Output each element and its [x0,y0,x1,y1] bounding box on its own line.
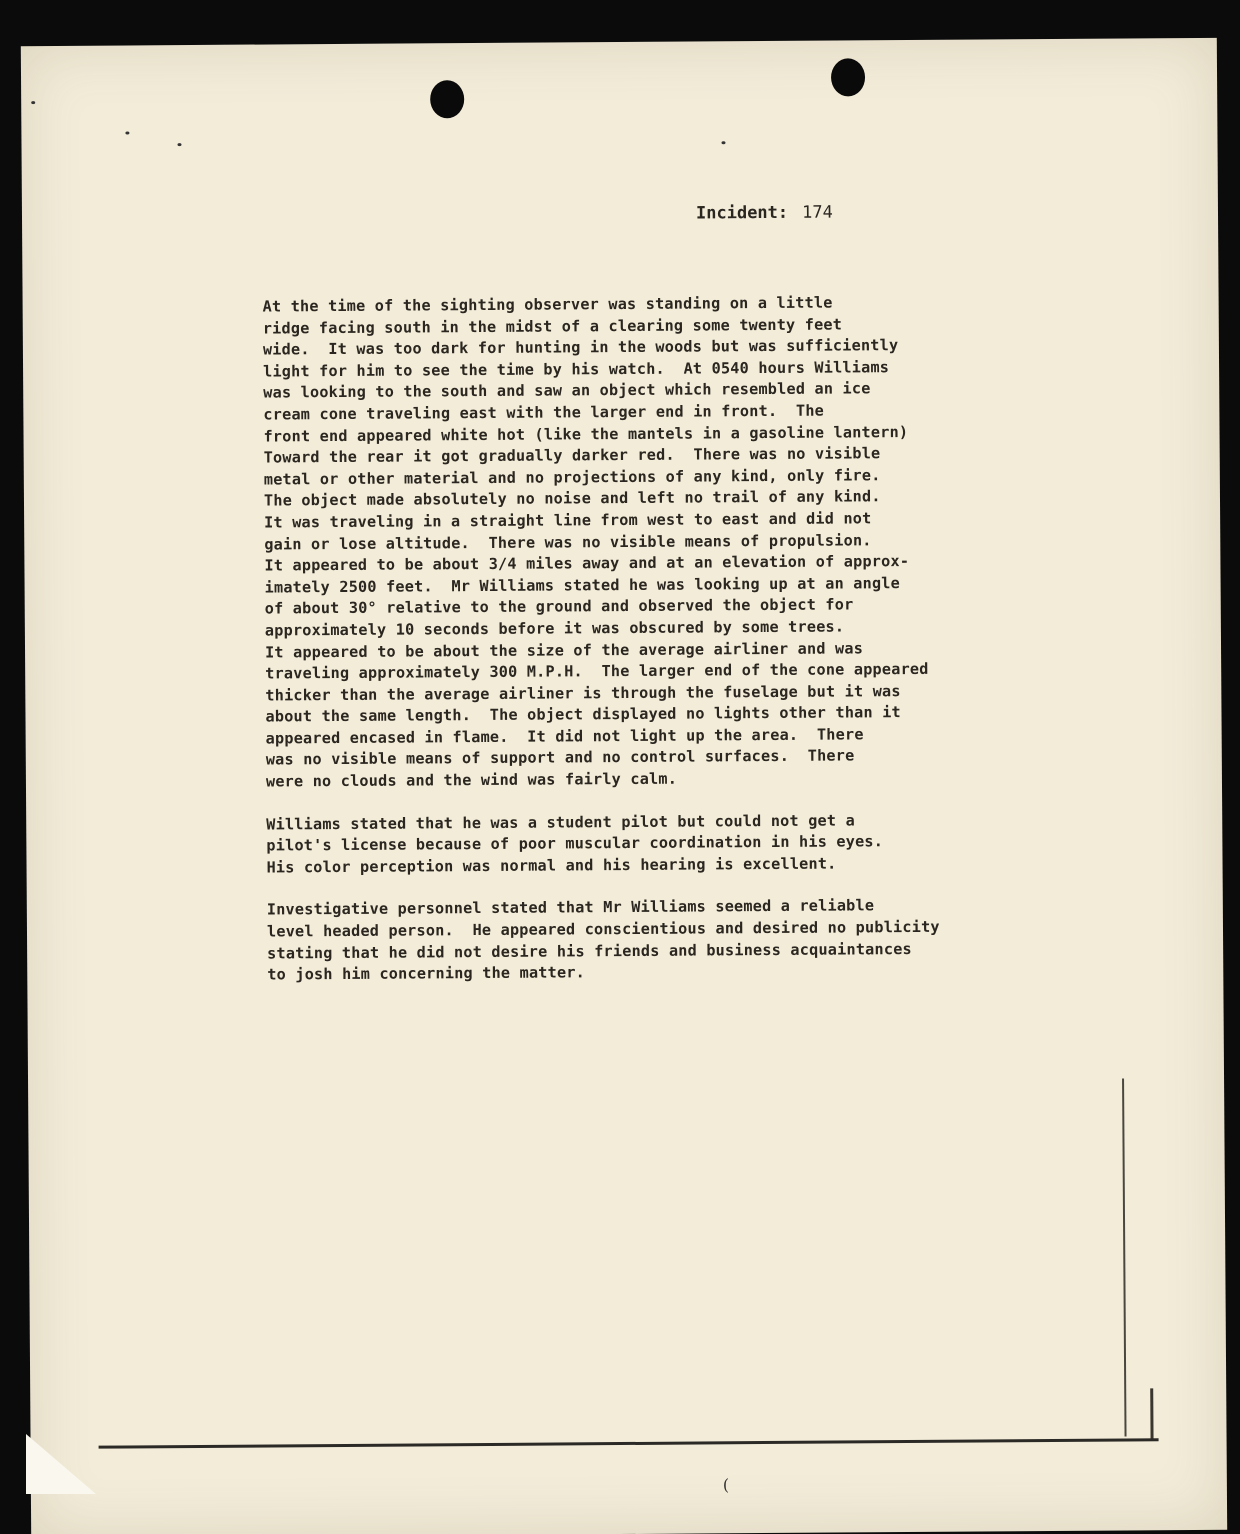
report-line: ridge facing south in the midst of a clearing some twenty feet [262,315,843,338]
report-line: front end appeared white hot (like the mantels in a gasoline lantern) [263,422,909,446]
report-line: Investigative personnel stated that Mr Williams seemed a reliable [266,896,875,919]
report-line: thicker than the average airliner is through the fuselage but it was [265,681,901,705]
ink-speck [721,141,725,144]
report-line: traveling approximately 300 M.P.H. The larger end of the cone appeared [265,659,929,683]
report-line: It appeared to be about the size of the average airliner and was [264,638,864,662]
report-line: Toward the rear it got gradually darker red. There was no visible [263,444,881,467]
report-line: It appeared to be about 3/4 miles away and at an elevation of approx- [264,552,910,575]
paper-sheet [21,38,1227,1534]
report-line: metal or other material and no projections of any kind, only fire. [263,465,881,489]
report-line: At the time of the sighting observer was standing on a little [262,293,833,316]
ink-speck [177,143,181,146]
margin-rule-horizontal [99,1438,1159,1448]
report-line: imately 2500 feet. Mr Williams stated he was looking up at an angle [264,573,901,597]
report-body [263,291,1068,1007]
folded-corner [26,1434,96,1494]
report-paragraph [266,809,1066,879]
report-line: wide. It was too dark for hunting in the woods but was sufficiently [262,336,899,359]
report-line: The object made absolutely no noise and left no trail of any kind. [263,487,881,510]
ink-speck [31,101,35,104]
ink-speck [125,131,129,134]
punch-hole-left [430,80,464,118]
report-line: pilot's license because of poor muscular coordination in his eyes. [266,832,884,855]
report-line: Williams stated that he was a student pilot but could not get a [266,811,855,834]
report-line: to josh him concerning the matter. [267,963,586,984]
margin-rule-vertical-short [1150,1388,1153,1440]
report-line: was no visible means of support and no control surfaces. There [265,746,855,769]
report-paragraph [267,894,1068,986]
report-line: gain or lose altitude. There was no visible means of propulsion. [264,530,872,554]
report-line: His color perception was normal and his hearing is excellent. [266,854,837,877]
margin-mark: ( [722,1475,730,1495]
report-line: appeared encased in flame. It did not light up the area. There [265,725,864,748]
incident-heading [696,203,833,224]
report-line: were no clouds and the wind was fairly calm. [265,769,678,791]
incident-label: Incident: [695,202,789,224]
report-paragraph [263,291,1066,793]
report-line: light for him to see the time by his watch. At 0540 hours Williams [263,357,890,381]
report-line: stating that he did not desire his friends and business acquaintances [267,939,912,963]
report-line: approximately 10 seconds before it was obscured by some trees. [264,617,845,640]
punch-hole-right [831,58,865,96]
report-line: level headed person. He appeared conscientious and desired no publicity [266,917,940,941]
report-line: cream cone traveling east with the larger end in front. The [263,401,825,424]
margin-rule-vertical [1122,1079,1126,1437]
report-line: It was traveling in a straight line from west to east and did not [264,509,872,532]
report-line: about the same length. The object displayed no lights other than it [265,703,901,726]
report-line: was looking to the south and saw an object which resembled an ice [263,379,871,402]
report-line: of about 30° relative to the ground and observed the object for [264,595,854,618]
incident-number: 174 [802,202,833,223]
